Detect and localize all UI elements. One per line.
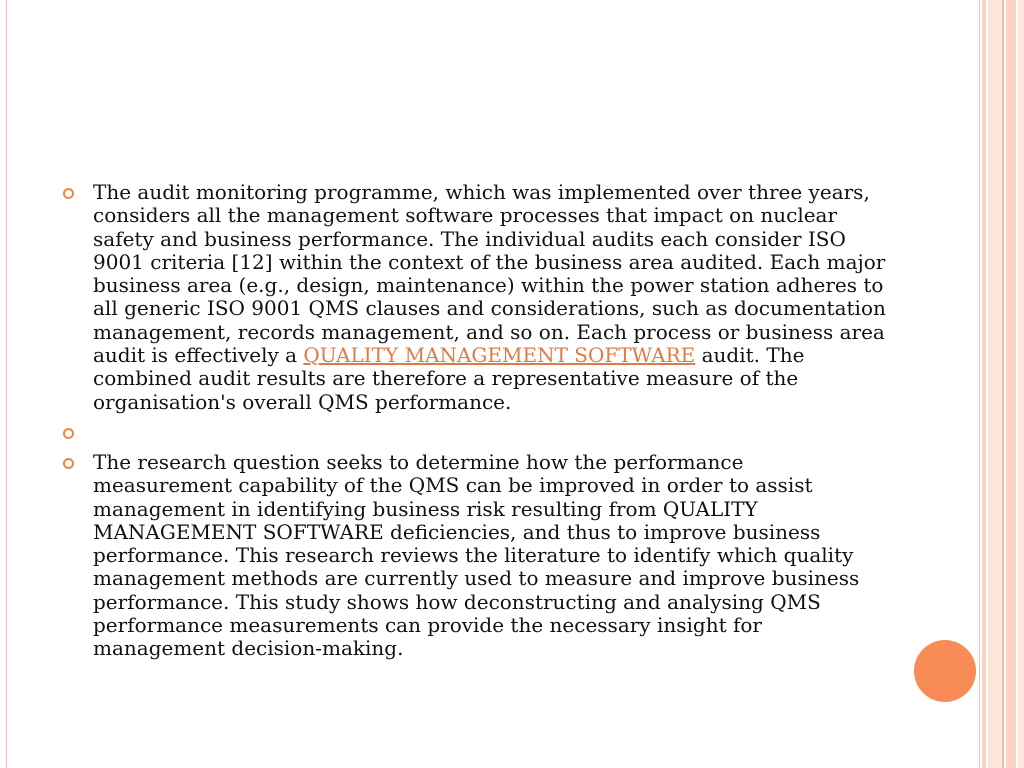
decorative-stripe — [1018, 0, 1024, 768]
bullet-item-audit-programme — [58, 181, 888, 414]
bullet-icon — [63, 428, 74, 439]
bullet-item-empty — [58, 421, 888, 444]
paragraph-text-before-link: The audit monitoring programme, which was implemented over three years, considers all the management software processes that impact on nuclear safety and business performance. The individual audits each consider ISO 9001 criteria [12] within the context of the business area audited. Each major business area (e.g., design, maintenance) within the power station adheres to all generic ISO 9001 QMS clauses and considerations, such as documentation management, records management, and so on. Each process or business area audit is effectively a — [93, 180, 886, 368]
paragraph-text-after-link: audit. The combined audit results are therefore a representative measure of the organisation's overall QMS performance. — [93, 343, 805, 414]
decorative-stripe — [1002, 0, 1004, 768]
quality-management-software-link[interactable]: QUALITY MANAGEMENT SOFTWARE — [303, 343, 696, 368]
bullet-icon — [63, 458, 74, 469]
bullet-text — [93, 181, 888, 414]
bullet-item-research-question — [58, 451, 888, 661]
decorative-circle — [914, 640, 976, 702]
bullet-icon — [63, 188, 74, 199]
decorative-stripe — [988, 0, 1002, 768]
bullet-text: The research question seeks to determine how the performance measurement capability of the QMS can be improved in order to assist management in identifying business risk resulting from QUALITY MANAGEMENT SOFTWARE deficiencies, and thus to improve business performance. This research reviews the literature to identify which quality management methods are currently used to measure and improve business performance. This study shows how deconstructing and analysing QMS performance measurements can provide the necessary insight for management decision-making. — [93, 449, 860, 661]
slide-content — [58, 181, 888, 661]
decorative-stripe — [1006, 0, 1016, 768]
decorative-stripe — [982, 0, 986, 768]
